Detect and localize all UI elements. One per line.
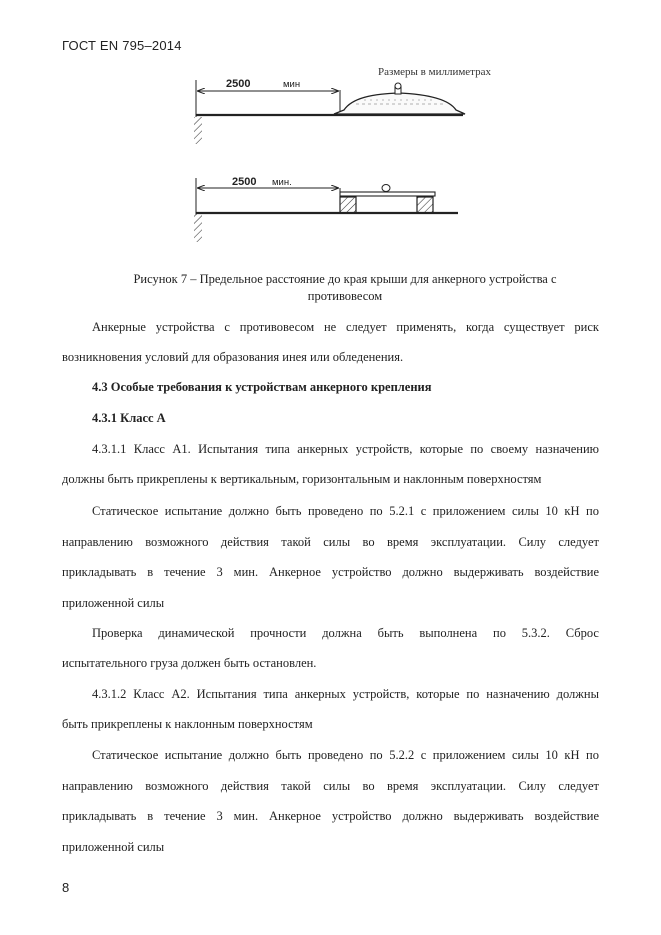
paragraph-line: прикладывать в течение 3 мин. Анкерное устройство должно выдерживать воздействие xyxy=(62,809,599,823)
paragraph-line: испытательного груза должен быть остановлен. xyxy=(62,656,317,670)
paragraph-line: приложенной силы xyxy=(62,840,165,854)
bottom-dimension-value: 2500 xyxy=(232,176,257,188)
paragraph-line: должны быть прикреплены к вертикальным, горизонтальным и наклонным поверхностям xyxy=(62,472,542,486)
paragraph-line: быть прикреплены к наклонным поверхностям xyxy=(62,717,313,731)
paragraph-line: приложенной силы xyxy=(62,596,165,610)
figure-caption xyxy=(100,271,590,305)
paragraph-line: направлению возможного действия такой силы во время эксплуатации. Силу следует xyxy=(62,535,599,549)
caption-line-2: противовесом xyxy=(307,289,383,303)
bottom-roof-diagram xyxy=(194,176,458,242)
paragraph-line: Анкерные устройства с противовесом не следует применять, когда существует риск xyxy=(92,320,599,334)
dimension-note: Размеры в миллиметрах xyxy=(378,66,491,78)
paragraph-line: прикладывать в течение 3 мин. Анкерное устройство должно выдерживать воздействие xyxy=(62,565,599,579)
figure-7-drawing xyxy=(0,0,661,260)
paragraph-line: Проверка динамической прочности должна быть выполнена по 5.3.2. Сброс xyxy=(92,626,599,640)
paragraph-line: 4.3.1.2 Класс А2. Испытания типа анкерных устройств, которые по назначению должны xyxy=(92,687,599,701)
document-code-header: ГОСТ EN 795–2014 xyxy=(62,38,182,53)
bottom-dimension-unit: мин. xyxy=(272,177,292,188)
top-dimension-value: 2500 xyxy=(226,78,251,90)
paragraph-line: возникновения условий для образования инея или обледенения. xyxy=(62,350,404,364)
page-number: 8 xyxy=(62,880,70,895)
section-heading-4-3: 4.3 Особые требования к устройствам анкерного крепления xyxy=(92,380,432,394)
paragraph-line: Статическое испытание должно быть проведено по 5.2.1 с приложением силы 10 кН по xyxy=(92,504,599,518)
paragraph-line: направлению возможного действия такой силы во время эксплуатации. Силу следует xyxy=(62,779,599,793)
paragraph-line: 4.3.1.1 Класс А1. Испытания типа анкерных устройств, которые по своему назначению xyxy=(92,442,599,456)
top-dimension-unit: мин xyxy=(283,79,301,90)
top-roof-diagram xyxy=(194,78,465,144)
section-heading-4-3-1: 4.3.1 Класс А xyxy=(92,411,166,425)
paragraph-line: Статическое испытание должно быть проведено по 5.2.2 с приложением силы 10 кН по xyxy=(92,748,599,762)
caption-line-1: Рисунок 7 – Предельное расстояние до края крыши для анкерного устройства с xyxy=(133,272,557,286)
